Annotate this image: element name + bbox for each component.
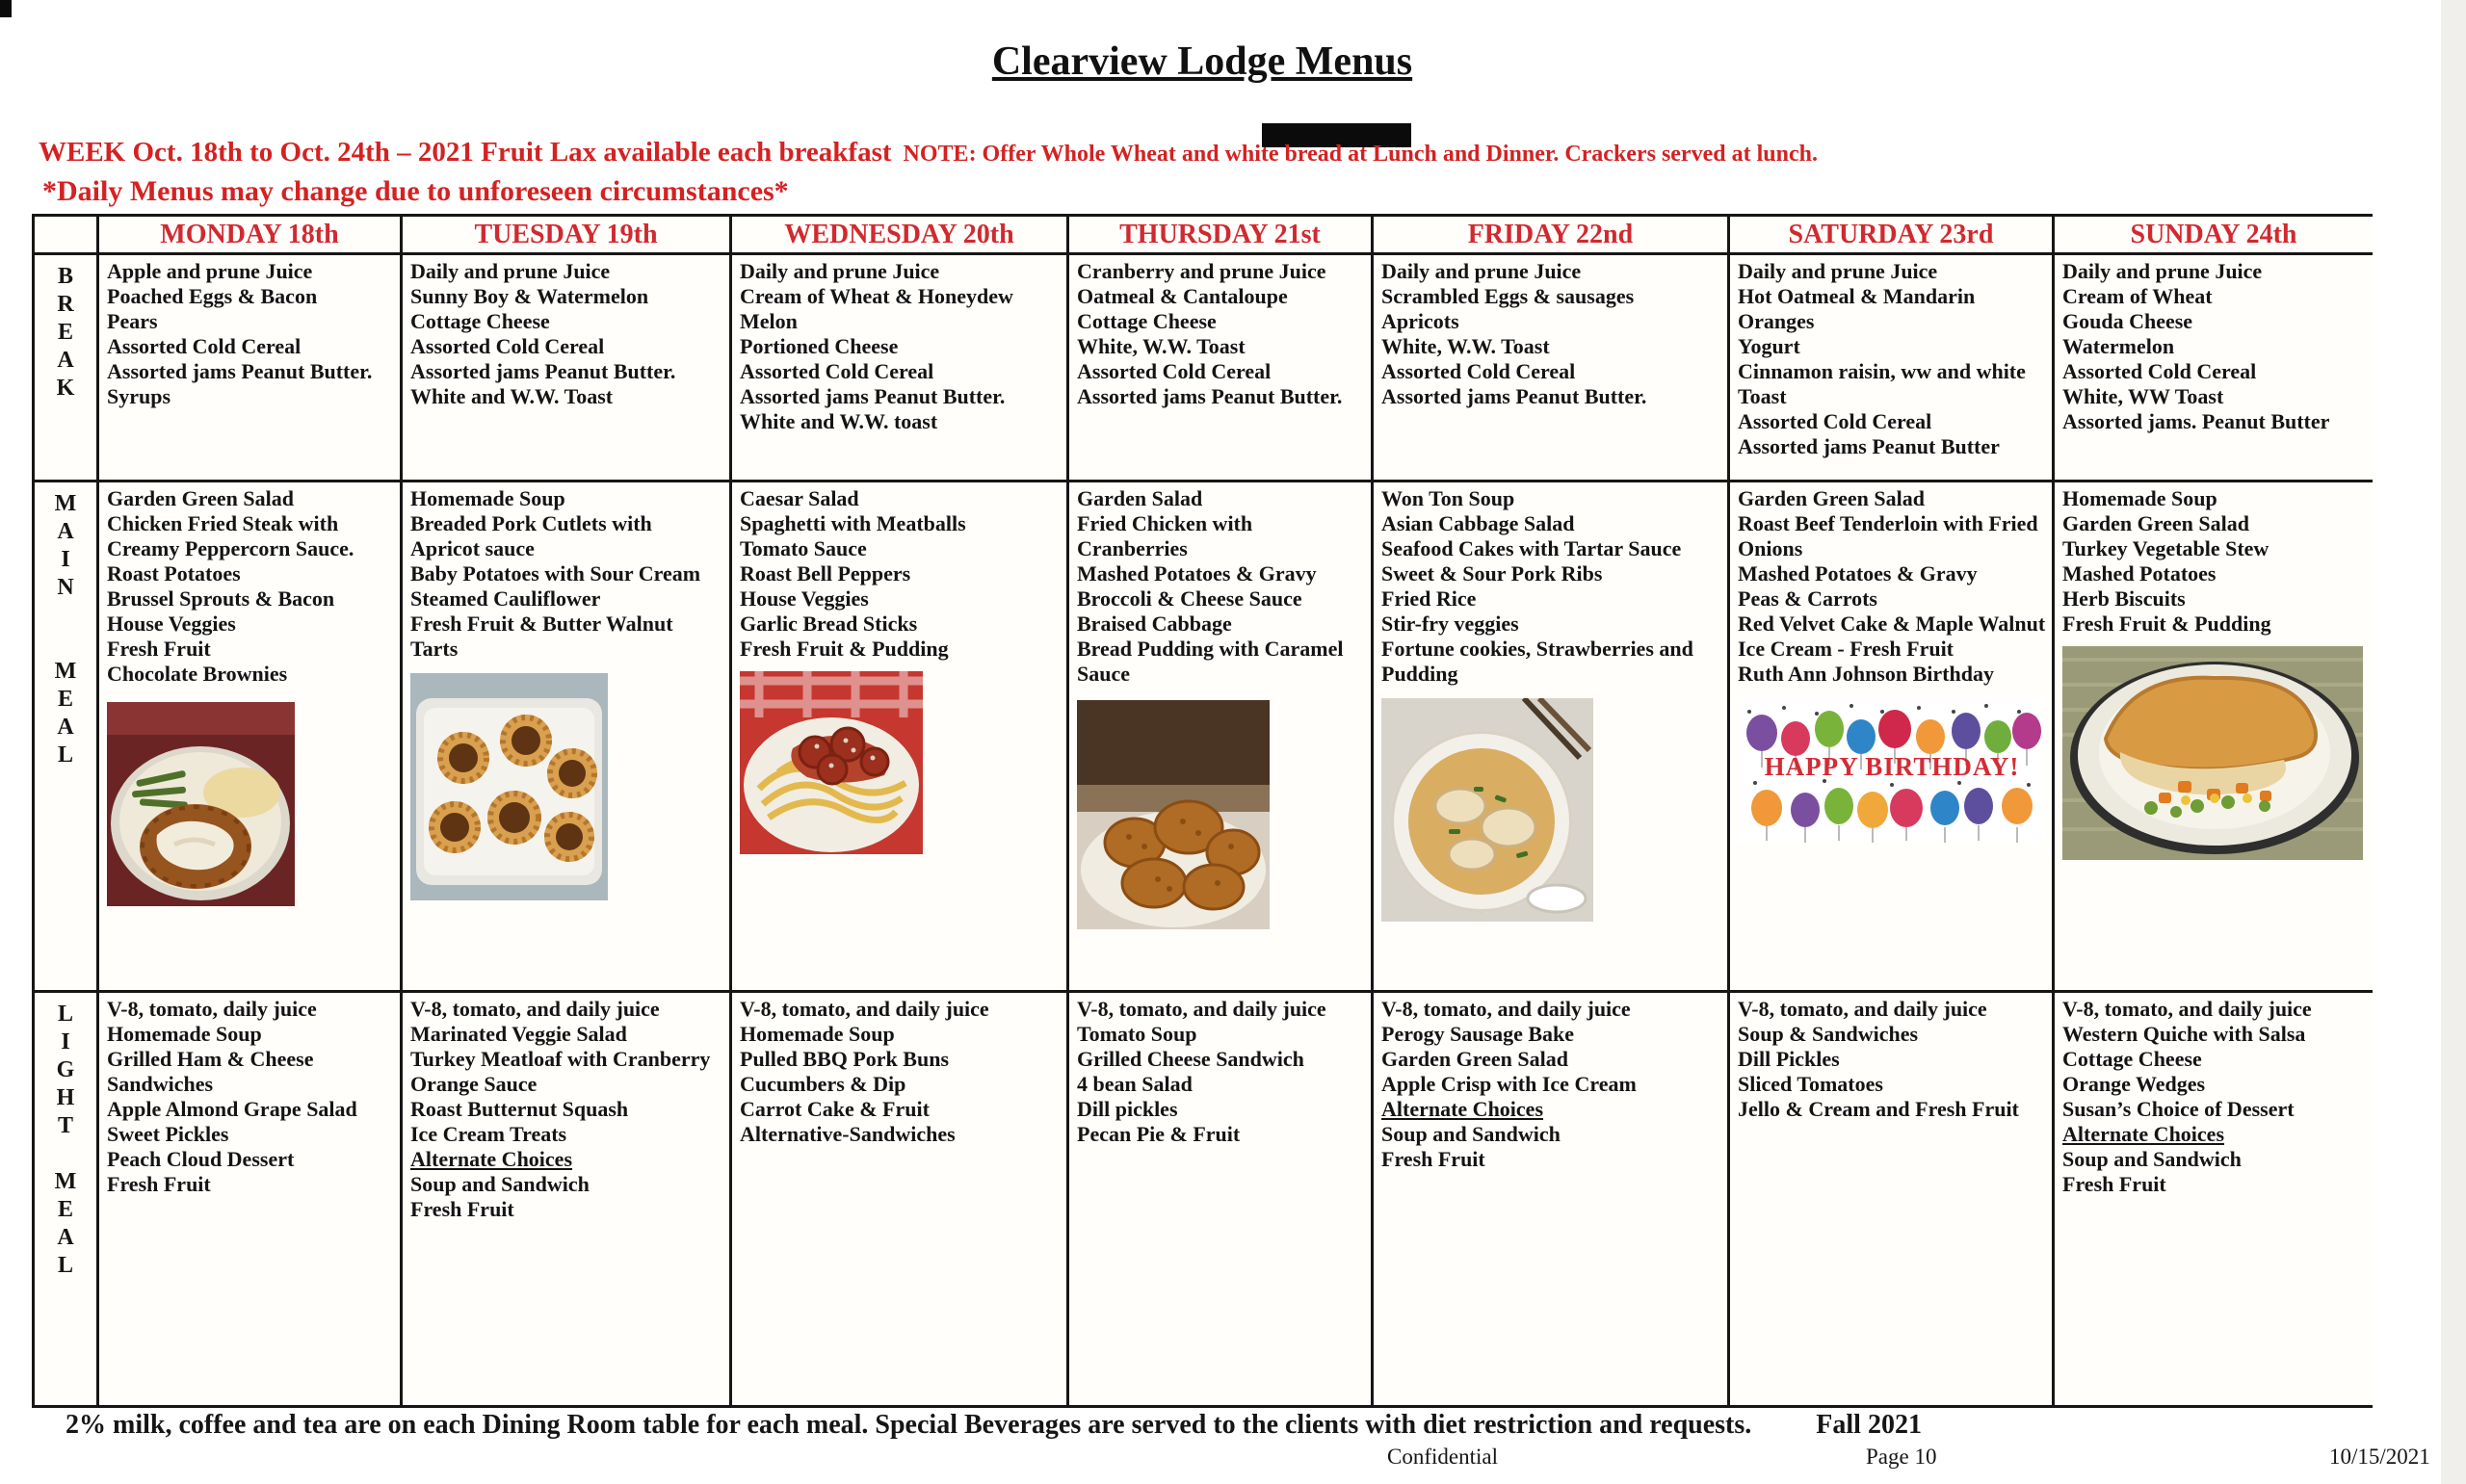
menu-item: Marinated Veggie Salad: [410, 1022, 627, 1046]
menu-item: Garden Green Salad: [107, 486, 294, 510]
menu-item: Fried Rice: [1381, 586, 1477, 611]
menu-item: Assorted jams. Peanut Butter: [2062, 409, 2330, 433]
menu-item: Caesar Salad: [740, 486, 859, 510]
menu-item: Peas & Carrots: [1738, 586, 1877, 611]
menu-item: Baby Potatoes with Sour Cream: [410, 561, 701, 586]
thursday-main-items: [1077, 486, 1365, 687]
menu-item: Alternate Choices: [1381, 1097, 1544, 1121]
menu-item: V-8, tomato, and daily juice: [2062, 997, 2312, 1021]
butter-tarts-photo: [410, 673, 723, 900]
menu-item: V-8, tomato, and daily juice: [1381, 997, 1631, 1021]
row-label-letter: M: [54, 1169, 77, 1194]
menu-item: Alternate Choices: [410, 1147, 573, 1171]
menu-item: Assorted jams Peanut Butter.: [740, 384, 1006, 408]
wednesday-light-cell: [732, 993, 1069, 1405]
monday-main-items: [107, 486, 394, 687]
day-header-thursday: THURSDAY 21st: [1069, 217, 1374, 255]
row-label-letter: B: [57, 264, 73, 289]
menu-item: Assorted jams Peanut Butter.: [410, 359, 676, 383]
menu-item: Assorted Cold Cereal: [740, 359, 934, 383]
menu-item: Carrot Cake & Fruit: [740, 1097, 930, 1121]
menu-item: Yogurt: [1738, 334, 1800, 358]
menu-item: Cucumbers & Dip: [740, 1072, 906, 1096]
wednesday-main-cell: [732, 482, 1069, 993]
menu-item: Homemade Soup: [107, 1022, 262, 1046]
menu-item: Cream of Wheat & Honeydew Melon: [740, 284, 1013, 333]
row-label-letter: A: [57, 519, 74, 544]
won-ton-soup-photo: [1381, 698, 1721, 922]
row-label-letter: A: [57, 715, 74, 740]
menu-item: Mashed Potatoes & Gravy: [1738, 561, 1978, 586]
menu-item: V-8, tomato, and daily juice: [410, 997, 660, 1021]
menu-item: Tomato Soup: [1077, 1022, 1197, 1046]
menu-item: Cream of Wheat: [2062, 284, 2213, 308]
row-label-letter: E: [57, 687, 73, 712]
menu-item: Assorted Cold Cereal: [2062, 359, 2257, 383]
menu-item: Fresh Fruit: [107, 637, 211, 661]
disclaimer-text: *Daily Menus may change due to unforeseen circumstances*: [42, 175, 789, 207]
menu-item: Apple Crisp with Ice Cream: [1381, 1072, 1637, 1096]
menu-item: Garden Green Salad: [1738, 486, 1925, 510]
menu-item: Fresh Fruit & Pudding: [2062, 612, 2271, 636]
row-label-letter: I: [61, 547, 70, 572]
menu-item: House Veggies: [740, 586, 869, 611]
menu-item: Poached Eggs & Bacon: [107, 284, 318, 308]
day-header-wednesday: WEDNESDAY 20th: [732, 217, 1069, 255]
menu-item: Soup and Sandwich: [1381, 1122, 1561, 1146]
confidential-label: Confidential: [1387, 1445, 1498, 1469]
menu-item: V-8, tomato, and daily juice: [740, 997, 989, 1021]
menu-item: Cottage Cheese: [410, 309, 550, 333]
row-label-letter: [35, 630, 96, 658]
menu-item: Grilled Cheese Sandwich: [1077, 1047, 1304, 1071]
page-title: Clearview Lodge Menus: [991, 39, 1413, 84]
row-label-letter: L: [57, 1253, 73, 1278]
menu-item: Dill pickles: [1077, 1097, 1178, 1121]
menu-item: Won Ton Soup: [1381, 486, 1515, 510]
menu-item: Susan’s Choice of Dessert: [2062, 1097, 2295, 1121]
row-label-letter: A: [57, 348, 74, 373]
saturday-main-cell: [1730, 482, 2055, 993]
menu-item: Cottage Cheese: [1077, 309, 1217, 333]
menu-item: Fresh Fruit: [410, 1197, 514, 1221]
menu-item: Peach Cloud Dessert: [107, 1147, 295, 1171]
scan-edge-shade: [2441, 0, 2466, 1484]
saturday-breakfast-cell: [1730, 255, 2055, 482]
bread-note-text: NOTE: Offer Whole Wheat and white bread at Lunch and Dinner. Crackers served at lunch.: [903, 142, 1818, 167]
menu-item: Homemade Soup: [2062, 486, 2217, 510]
menu-item: Steamed Cauliflower: [410, 586, 601, 611]
menu-item: Assorted Cold Cereal: [410, 334, 605, 358]
menu-item: Garden Green Salad: [1381, 1047, 1568, 1071]
menu-item: White, W.W. Toast: [1077, 334, 1246, 358]
sunday-main-cell: [2055, 482, 2373, 993]
thursday-breakfast-cell: [1069, 255, 1374, 482]
row-label-letter: G: [56, 1057, 75, 1082]
row-label-letter: R: [57, 292, 74, 317]
menu-item: Assorted Cold Cereal: [1738, 409, 1932, 433]
menu-table: [32, 214, 2373, 1408]
wednesday-main-items: [740, 486, 1061, 662]
tuesday-main-items: [410, 486, 723, 662]
day-header-monday: MONDAY 18th: [99, 217, 403, 255]
footer-meta: [0, 1445, 2466, 1473]
menu-item: White, W.W. Toast: [1381, 334, 1550, 358]
menu-item: Spaghetti with Meatballs: [740, 511, 966, 535]
menu-item: Pears: [107, 309, 158, 333]
menu-item: V-8, tomato, and daily juice: [1738, 997, 1987, 1021]
menu-item: Hot Oatmeal & Mandarin Oranges: [1738, 284, 1976, 333]
menu-item: Sunny Boy & Watermelon: [410, 284, 649, 308]
menu-item: V-8, tomato, and daily juice: [1077, 997, 1326, 1021]
menu-item: Braised Cabbage: [1077, 612, 1232, 636]
menu-item: Daily and prune Juice: [740, 259, 940, 283]
beverages-note: [66, 1410, 1922, 1441]
day-header-sunday: SUNDAY 24th: [2055, 217, 2373, 255]
menu-item: Dill Pickles: [1738, 1047, 1840, 1071]
menu-item: White and W.W. Toast: [410, 384, 614, 408]
row-label-letter: I: [61, 1029, 70, 1054]
menu-item: Soup & Sandwiches: [1738, 1022, 1919, 1046]
monday-breakfast-cell: [99, 255, 403, 482]
row-label-letter: T: [57, 1113, 73, 1138]
row-label-letter: [35, 602, 96, 630]
friday-main-cell: [1374, 482, 1730, 993]
menu-item: Homemade Soup: [740, 1022, 895, 1046]
menu-item: Cinnamon raisin, ww and white Toast: [1738, 359, 2026, 408]
saturday-main-items: [1738, 486, 2046, 687]
row-label-letter: M: [54, 491, 77, 516]
menu-item: Assorted jams Peanut Butter: [1738, 434, 2000, 458]
menu-item: Herb Biscuits: [2062, 586, 2186, 611]
menu-item: Tomato Sauce: [740, 536, 867, 560]
happy-birthday-text: HAPPY BIRTHDAY!: [1764, 752, 2020, 781]
friday-light-cell: [1374, 993, 1730, 1405]
friday-main-items: [1381, 486, 1721, 687]
row-label-main-meal: [35, 482, 99, 993]
menu-item: Assorted Cold Cereal: [1077, 359, 1272, 383]
menu-item: Chicken Fried Steak with Creamy Peppercorn Sauce.: [107, 511, 354, 560]
menu-item: House Veggies: [107, 612, 236, 636]
menu-item: Stir-fry veggies: [1381, 612, 1519, 636]
menu-item: Alternate Choices: [2062, 1122, 2225, 1146]
menu-item: Apple and prune Juice: [107, 259, 313, 283]
menu-item: Turkey Vegetable Stew: [2062, 536, 2269, 560]
day-header-tuesday: TUESDAY 19th: [403, 217, 732, 255]
tuesday-main-cell: [403, 482, 732, 993]
menu-item: Sweet & Sour Pork Ribs: [1381, 561, 1603, 586]
menu-item: Fried Chicken with Cranberries: [1077, 511, 1253, 560]
scan-artifact-corner: [0, 0, 12, 17]
menu-item: Breaded Pork Cutlets with Apricot sauce: [410, 511, 652, 560]
row-label-letter: L: [57, 1002, 73, 1027]
tuesday-light-cell: [403, 993, 732, 1405]
menu-item: Chocolate Brownies: [107, 662, 288, 686]
menu-item: 4 bean Salad: [1077, 1072, 1193, 1096]
row-label-letter: L: [57, 742, 73, 768]
menu-item: Sweet Pickles: [107, 1122, 229, 1146]
monday-main-cell: [99, 482, 403, 993]
menu-item: Fresh Fruit: [1381, 1147, 1485, 1171]
thursday-light-cell: [1069, 993, 1374, 1405]
menu-item: Alternative-Sandwiches: [740, 1122, 956, 1146]
menu-item: Asian Cabbage Salad: [1381, 511, 1575, 535]
footer-date: 10/15/2021: [2329, 1445, 2430, 1469]
menu-item: Broccoli & Cheese Sauce: [1077, 586, 1302, 611]
menu-item: Seafood Cakes with Tartar Sauce: [1381, 536, 1682, 560]
menu-item: Jello & Cream and Fresh Fruit: [1738, 1097, 2019, 1121]
row-label-letter: [35, 1140, 96, 1168]
menu-item: Orange Wedges: [2062, 1072, 2206, 1096]
menu-item: Western Quiche with Salsa: [2062, 1022, 2306, 1046]
menu-item: Assorted jams Peanut Butter.: [1077, 384, 1343, 408]
happy-birthday-balloons-photo: [1738, 698, 2046, 843]
menu-item: V-8, tomato, daily juice: [107, 997, 317, 1021]
menu-item: Mashed Potatoes & Gravy: [1077, 561, 1317, 586]
menu-item: Homemade Soup: [410, 486, 565, 510]
menu-item: Oatmeal & Cantaloupe: [1077, 284, 1288, 308]
chicken-fried-steak-photo: [107, 702, 394, 906]
tuesday-breakfast-cell: [403, 255, 732, 482]
menu-item: Apple Almond Grape Salad: [107, 1097, 357, 1121]
menu-item: Fortune cookies, Strawberries and Pudding: [1381, 637, 1693, 686]
thursday-main-cell: [1069, 482, 1374, 993]
sunday-breakfast-cell: [2055, 255, 2373, 482]
menu-item: Garden Green Salad: [2062, 511, 2249, 535]
menu-item: Soup and Sandwich: [410, 1172, 590, 1196]
menu-item: Daily and prune Juice: [1381, 259, 1582, 283]
menu-item: Mashed Potatoes: [2062, 561, 2217, 586]
menu-item: Roast Potatoes: [107, 561, 241, 586]
week-range-text: WEEK Oct. 18th to Oct. 24th – 2021 Fruit Lax available each breakfast: [39, 137, 892, 168]
row-label-letter: A: [57, 1225, 74, 1250]
menu-item: Sliced Tomatoes: [1738, 1072, 1883, 1096]
row-label-letter: M: [54, 659, 77, 684]
row-label-letter: E: [57, 1197, 73, 1222]
menu-item: Apricots: [1381, 309, 1459, 333]
menu-item: Fresh Fruit & Butter Walnut Tarts: [410, 612, 673, 661]
row-label-light-meal: [35, 993, 99, 1405]
season-label: Fall 2021: [1816, 1410, 1922, 1440]
menu-item: Cranberry and prune Juice: [1077, 259, 1326, 283]
menu-item: White, WW Toast: [2062, 384, 2224, 408]
menu-item: Roast Beef Tenderloin with Fried Onions: [1738, 511, 2038, 560]
sunday-light-cell: [2055, 993, 2373, 1405]
menu-item: Daily and prune Juice: [1738, 259, 1938, 283]
menu-item: Grilled Ham & Cheese Sandwiches: [107, 1047, 314, 1096]
menu-item: Pecan Pie & Fruit: [1077, 1122, 1241, 1146]
fried-chicken-photo: [1077, 700, 1365, 929]
friday-breakfast-cell: [1374, 255, 1730, 482]
menu-item: Fresh Fruit: [2062, 1172, 2166, 1196]
row-label-letter: N: [57, 575, 74, 600]
menu-item: Brussel Sprouts & Bacon: [107, 586, 335, 611]
corner-cell: [35, 217, 99, 255]
sunday-main-items: [2062, 486, 2367, 637]
beverages-note-text: 2% milk, coffee and tea are on each Dining Room table for each meal. Special Beverages are served to the clients with diet restriction and requests.: [66, 1410, 1752, 1440]
menu-item: Daily and prune Juice: [410, 259, 611, 283]
menu-item: Assorted jams Peanut Butter.: [1381, 384, 1647, 408]
menu-item: Ruth Ann Johnson Birthday: [1738, 662, 1994, 686]
day-header-friday: FRIDAY 22nd: [1374, 217, 1730, 255]
menu-item: Roast Bell Peppers: [740, 561, 911, 586]
row-label-letter: H: [56, 1085, 75, 1110]
menu-item: Perogy Sausage Bake: [1381, 1022, 1575, 1046]
row-label-letter: K: [56, 376, 75, 401]
menu-item: Assorted Cold Cereal: [1381, 359, 1576, 383]
menu-item: Portioned Cheese: [740, 334, 899, 358]
menu-item: Turkey Meatloaf with Cranberry Orange Sauce: [410, 1047, 711, 1096]
menu-item: Pulled BBQ Pork Buns: [740, 1047, 950, 1071]
menu-item: Bread Pudding with Caramel Sauce: [1077, 637, 1344, 686]
row-label-letter: E: [57, 320, 73, 345]
spaghetti-meatballs-photo: [740, 671, 1061, 854]
menu-item: Garden Salad: [1077, 486, 1203, 510]
menu-item: Assorted jams Peanut Butter. Syrups: [107, 359, 373, 408]
menu-item: Fresh Fruit: [107, 1172, 211, 1196]
menu-item: Roast Butternut Squash: [410, 1097, 629, 1121]
menu-item: Cottage Cheese: [2062, 1047, 2202, 1071]
week-note-line: [39, 137, 2158, 169]
day-header-saturday: SATURDAY 23rd: [1730, 217, 2055, 255]
turkey-stew-photo: [2062, 646, 2367, 860]
menu-item: Red Velvet Cake & Maple Walnut Ice Cream - Fresh Fruit: [1738, 612, 2046, 661]
wednesday-breakfast-cell: [732, 255, 1069, 482]
menu-item: Garlic Bread Sticks: [740, 612, 918, 636]
menu-item: Scrambled Eggs & sausages: [1381, 284, 1635, 308]
menu-item: Soup and Sandwich: [2062, 1147, 2242, 1171]
menu-item: Gouda Cheese: [2062, 309, 2193, 333]
page-number: Page 10: [1866, 1445, 1937, 1469]
menu-item: White and W.W. toast: [740, 409, 938, 433]
menu-item: Fresh Fruit & Pudding: [740, 637, 949, 661]
row-label-breakfast: [35, 255, 99, 482]
monday-light-cell: [99, 993, 403, 1405]
menu-item: Ice Cream Treats: [410, 1122, 567, 1146]
menu-item: Watermelon: [2062, 334, 2175, 358]
menu-item: Assorted Cold Cereal: [107, 334, 302, 358]
menu-item: Daily and prune Juice: [2062, 259, 2263, 283]
saturday-light-cell: [1730, 993, 2055, 1405]
